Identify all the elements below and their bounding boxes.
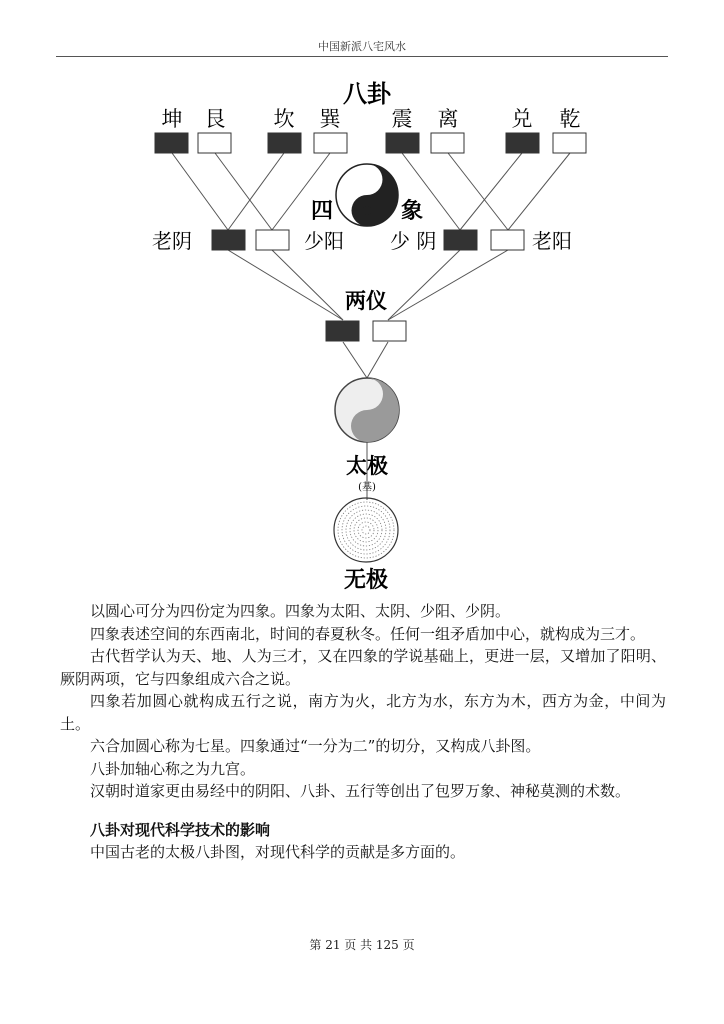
trigram-label: 乾 [559,107,581,131]
paragraph: 六合加圆心称为七星。四象通过“一分为二”的切分，又构成八卦图。 [90,737,541,755]
yin-box [268,133,301,153]
paragraph: 四象若加圆心就构成五行之说，南方为火，北方为水，东方为木，西方为金，中间为土。 [60,692,666,733]
liangyi-label: 两仪 [345,289,387,313]
bagua-diagram [0,60,724,600]
taiji-label: 太极 [346,454,388,478]
four-image-label: 老阴 [152,229,192,253]
wuji-symbol [334,498,398,562]
page-footer: 第 21 页 共 125 页 [309,938,415,952]
taiji-symbol [335,378,399,442]
taiji-note: (基) [358,482,376,493]
sixiang-label-left: 四 [310,199,334,224]
yin-box [386,133,419,153]
paragraph: 八卦加轴心称之为九宫。 [90,759,256,778]
trigram-label: 巽 [319,107,341,131]
yang-box [491,230,524,250]
paragraph: 以圆心可分为四份定为四象。四象为太阳、太阴、少阳、少阴。 [90,602,511,620]
bagua-title: 八卦 [343,80,391,108]
yang-box [373,321,406,341]
yin-box [155,133,188,153]
sixiang-label-right: 象 [400,199,424,224]
body-text [60,600,666,864]
trigram-label: 兑 [511,107,533,131]
yin-box [444,230,477,250]
trigram-label: 艮 [204,107,226,131]
paragraph: 中国古老的太极八卦图，对现代科学的贡献是多方面的。 [90,843,466,861]
header-rule [56,56,668,57]
yang-box [256,230,289,250]
trigram-label: 离 [437,107,459,131]
paragraph: 四象表述空间的东西南北，时间的春夏秋冬。任何一组矛盾加中心，就构成为三才。 [90,624,646,643]
trigram-label: 震 [391,107,413,131]
four-image-label: 少阳 [304,229,344,253]
yin-box [326,321,359,341]
section-heading: 八卦对现代科学技术的影响 [90,820,271,839]
yin-box [506,133,539,153]
paragraph: 汉朝时道家更由易经中的阴阳、八卦、五行等创出了包罗万象、神秘莫测的术数。 [90,782,631,800]
yang-box [198,133,231,153]
trigram-label: 坎 [273,107,295,131]
yang-box [431,133,464,153]
yang-box [553,133,586,153]
trigram-label: 坤 [161,107,183,131]
paragraph: 古代哲学认为天、地、人为三才，又在四象的学说基础上，更进一层，又增加了阳明、厥阴两项，它与四象组成六合之说。 [60,647,666,688]
yang-box [314,133,347,153]
four-image-label: 少 阴 [390,229,437,253]
yin-box [212,230,245,250]
page-header: 中国新派八宅风水 [318,40,406,53]
four-image-label: 老阳 [532,229,572,253]
wuji-label: 无极 [343,568,389,593]
yin-yang-symbol [336,164,398,226]
